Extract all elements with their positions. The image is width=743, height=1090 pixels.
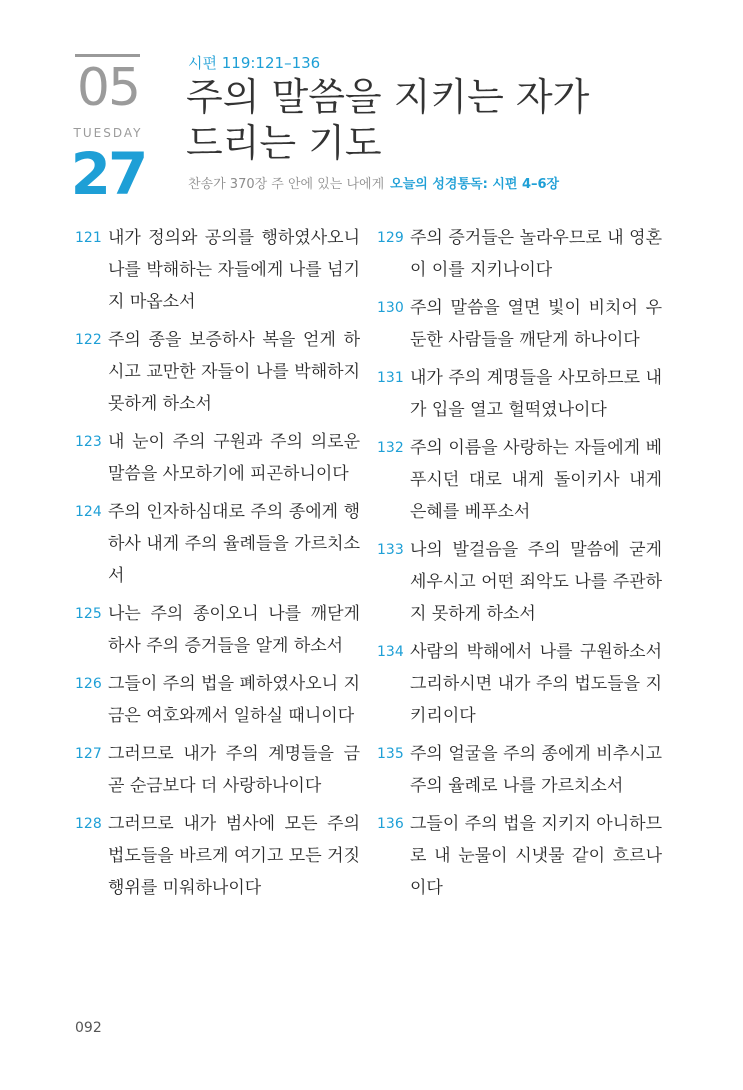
verse-121 <box>75 222 360 318</box>
verse-text: 내 눈이 주의 구원과 주의 의로운 말씀을 사모하기에 피곤하니이다 <box>108 432 360 484</box>
verse-number: 130 <box>377 300 404 316</box>
verse-text: 그러므로 내가 범사에 모든 주의 법도들을 바르게 여기고 모든 거짓 행위를 미워하나이다 <box>108 814 360 898</box>
date-top-rule <box>75 54 140 57</box>
verse-number: 128 <box>75 816 102 832</box>
verse-122 <box>75 324 360 420</box>
verse-124 <box>75 496 360 592</box>
verse-number: 135 <box>377 746 404 762</box>
verse-number: 134 <box>377 644 404 660</box>
verse-text: 내가 정의와 공의를 행하였사오니 나를 박해하는 자들에게 나를 넘기지 마옵소서 <box>108 228 360 312</box>
verse-number: 122 <box>75 332 102 348</box>
verse-133 <box>377 534 662 630</box>
month-number: 05 <box>76 58 140 118</box>
verse-136 <box>377 808 662 904</box>
verse-number: 124 <box>75 504 102 520</box>
verse-number: 132 <box>377 440 404 456</box>
verse-number: 123 <box>75 434 102 450</box>
verse-129 <box>377 222 662 286</box>
verse-text: 주의 말씀을 열면 빛이 비치어 우둔한 사람들을 깨닫게 하나이다 <box>410 298 662 350</box>
verse-text: 그들이 주의 법을 폐하였사오니 지금은 여호와께서 일하실 때니이다 <box>108 674 360 726</box>
verse-126 <box>75 668 360 732</box>
verse-number: 133 <box>377 542 404 558</box>
verse-127 <box>75 738 360 802</box>
verse-128 <box>75 808 360 904</box>
verse-number: 125 <box>75 606 102 622</box>
page-title <box>186 74 706 166</box>
verse-text: 주의 종을 보증하사 복을 얻게 하시고 교만한 자들이 나를 박해하지 못하게 하소서 <box>108 330 360 414</box>
verse-131 <box>377 362 662 426</box>
verse-text: 그들이 주의 법을 지키지 아니하므로 내 눈물이 시냇물 같이 흐르나이다 <box>410 814 662 898</box>
weekday-label: TUESDAY <box>73 126 143 140</box>
verse-number: 136 <box>377 816 404 832</box>
page-title-line-2: 드리는 기도 <box>186 121 382 165</box>
verse-text: 내가 주의 계명들을 사모하므로 내가 입을 열고 헐떡였나이다 <box>410 368 662 420</box>
verse-number: 126 <box>75 676 102 692</box>
verses-left-column <box>75 222 360 910</box>
verse-text: 주의 이름을 사랑하는 자들에게 베푸시던 대로 내게 돌이키사 내게 은혜를 베푸소서 <box>410 438 662 522</box>
page-title-line-1: 주의 말씀을 지키는 자가 <box>186 75 590 119</box>
verse-number: 127 <box>75 746 102 762</box>
verse-134 <box>377 636 662 732</box>
verse-132 <box>377 432 662 528</box>
verse-number: 131 <box>377 370 404 386</box>
subtitle <box>188 173 559 192</box>
verse-text: 주의 인자하심대로 주의 종에게 행하사 내게 주의 율례들을 가르치소서 <box>108 502 360 586</box>
verse-text: 사람의 박해에서 나를 구원하소서 그리하시면 내가 주의 법도들을 지키리이다 <box>410 642 662 726</box>
verse-number: 121 <box>75 230 102 246</box>
page-number: 092 <box>75 1020 102 1036</box>
verse-number: 129 <box>377 230 404 246</box>
verse-130 <box>377 292 662 356</box>
verse-text: 나는 주의 종이오니 나를 깨닫게 하사 주의 증거들을 알게 하소서 <box>108 604 360 656</box>
hymn-label: 찬송가 370장 주 안에 있는 나에게 <box>188 177 385 192</box>
verse-text: 나의 발걸음을 주의 말씀에 굳게 세우시고 어떤 죄악도 나를 주관하지 못하게 하소서 <box>410 540 662 624</box>
verse-text: 그러므로 내가 주의 계명들을 금 곧 순금보다 더 사랑하나이다 <box>108 744 360 796</box>
verse-text: 주의 증거들은 놀라우므로 내 영혼이 이를 지키나이다 <box>410 228 662 280</box>
verse-135 <box>377 738 662 802</box>
verse-123 <box>75 426 360 490</box>
verse-125 <box>75 598 360 662</box>
psalm-reference: 시편 119:121–136 <box>188 54 321 72</box>
verse-text: 주의 얼굴을 주의 종에게 비추시고 주의 율례로 나를 가르치소서 <box>410 744 662 796</box>
bible-reading-label: 오늘의 성경통독: 시편 4–6장 <box>390 177 560 192</box>
verses-right-column <box>377 222 662 910</box>
day-number: 27 <box>70 140 146 208</box>
